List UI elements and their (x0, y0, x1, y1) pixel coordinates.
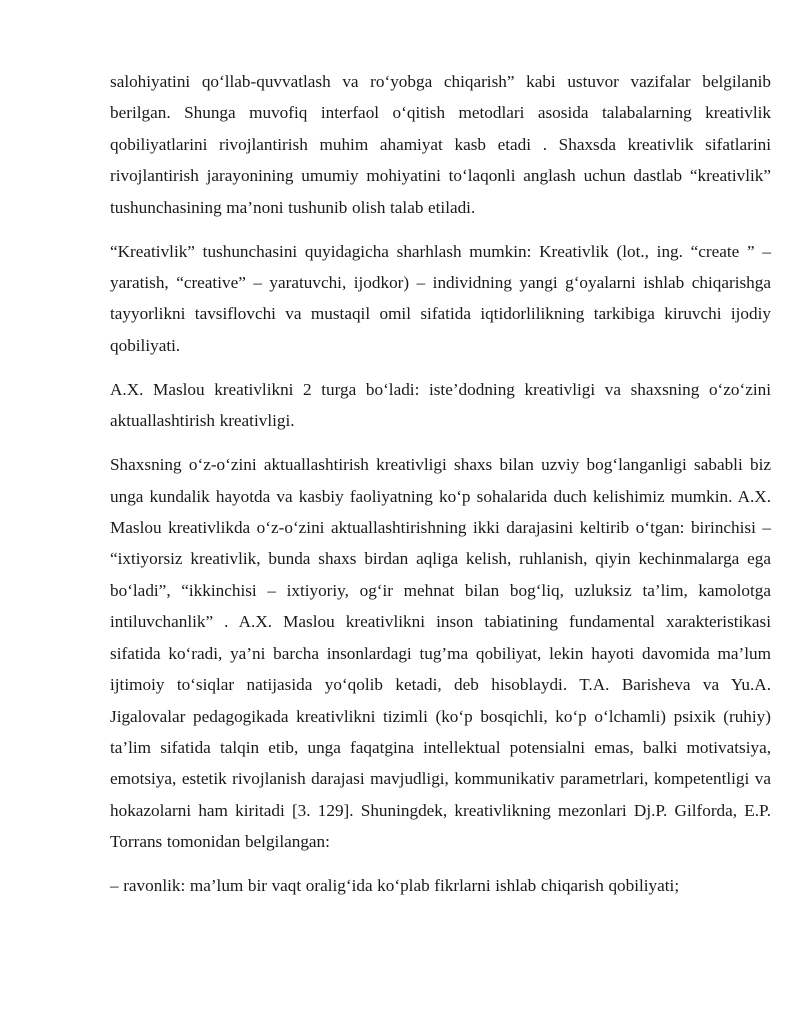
paragraph-2: “Kreativlik” tushunchasini quyidagicha sharhlash mumkin: Kreativlik (lot., ing. “create ” – yaratish, “creative” – yaratuvchi, ijodkor) – individning yangi g‘oyalarni ishlab chiqarishga tayyorlikni tavsiflovchi va mustaqil omil sifatida iqtidorlilikning tarkibiga kiruvchi ijodiy qobiliyati. (110, 241, 771, 355)
list-item-fluency: – ravonlik: ma’lum bir vaqt oralig‘ida ko‘plab fikrlarni ishlab chiqarish qobiliyati; (110, 876, 680, 896)
paragraph-4: Shaxsning o‘z-o‘zini aktuallashtirish kreativligi shaxs bilan uzviy bog‘langanligi sababli biz unga kundalik hayotda va kasbiy faoliyatning ko‘p sohalarida duch kelishimiz mumkin. A.X. Maslou kreativlikda o‘z-o‘zini aktuallashtirishning ikki darajasini keltirib o‘tgan: birinchisi – “ixtiyorsiz kreativlik, bunda shaxs birdan aqliga kelish, ruhlanish, qiyin kechinmalarga ega bo‘ladi”, “ikkinchisi – ixtiyoriy, og‘ir mehnat bilan bog‘liq, uzluksiz ta’lim, kamolotga intiluvchanlik” . A.X. Maslou kreativlikni inson tabiatining fundamental xarakteristikasi sifatida ko‘radi, ya’ni barcha insonlardagi tug’ma qobiliyat, lekin hayoti davomida ma’lum ijtimoiy to‘siqlar natijasida yo‘qolib ketadi, deb hisoblaydi. T.A. Barisheva va Yu.A. Jigalovalar pedagogikada kreativlikni tizimli (ko‘p bosqichli, ko‘p o‘lchamli) psixik (ruhiy) ta’lim sifatida talqin etib, unga faqatgina intellektual potensialni emas, balki motivatsiya, emotsiya, estetik rivojlanish darajasi mavjudligi, kommunikativ parametrlari, kompetentligi va hokazolarni ham kiritadi [3. 129]. Shuningdek, kreativlikning mezonlari Dj.P. Gilforda, E.P. Torrans tomonidan belgilangan: (110, 455, 771, 852)
paragraph-1: salohiyatini qo‘llab-quvvatlash va ro‘yobga chiqarish” kabi ustuvor vazifalar belgilanib berilgan. Shunga muvofiq interfaol o‘qitish metodlari asosida talabalarning kreativlik qobiliyatlarini rivojlantirish muhim ahamiyat kasb etadi . Shaxsda kreativlik sifatlarini rivojlantirish jarayonining umumiy mohiyatini to‘laqonli anglash uchun dastlab “kreativlik” tushunchasining ma’noni tushunib olish talab etiladi. (110, 72, 771, 217)
paragraph-3: A.X. Maslou kreativlikni 2 turga bo‘ladi: iste’dodning kreativligi va shaxsning o‘zo‘zini aktuallashtirish kreativligi. (110, 379, 771, 431)
document-page (110, 66, 771, 914)
